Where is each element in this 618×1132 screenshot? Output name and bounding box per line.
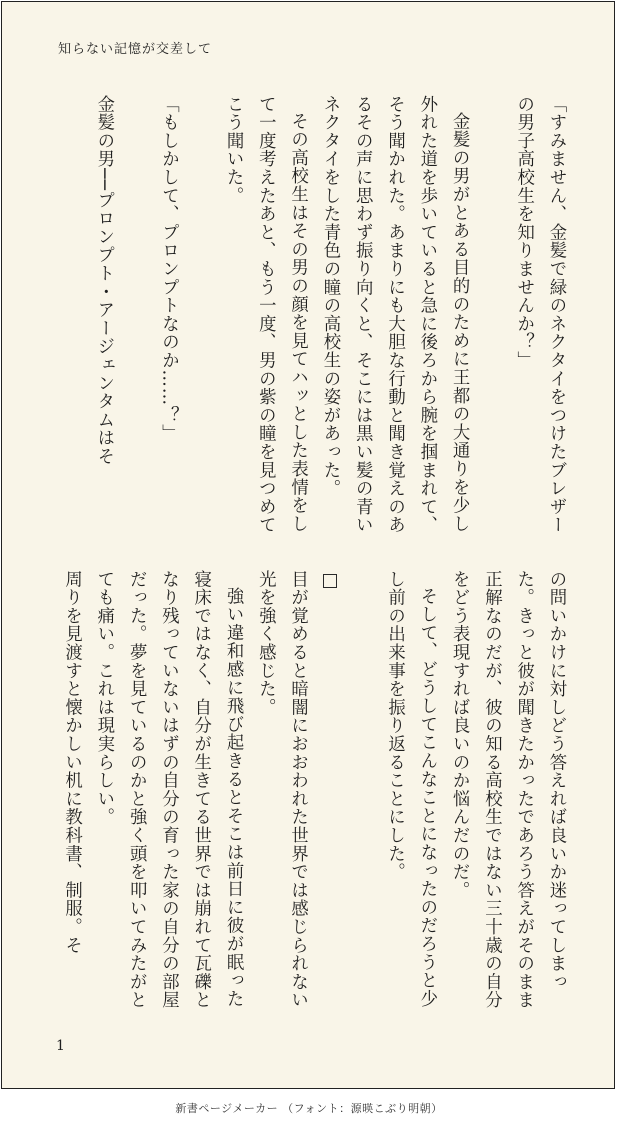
section-break-square-icon — [314, 570, 346, 1010]
page-number: 1 — [56, 1038, 65, 1054]
blank-line — [475, 95, 507, 535]
paragraph: 強い違和感に飛び起きるとそこは前日に彼が眠った寝床ではなく、自分が生きてる世界では崩れて瓦礫となり残っていないはずの自分の育った家の自分の部屋だった。夢を見ているのかと強く頭を叩いてみたがとても痛い。これは現実らしい。 — [93, 570, 244, 1010]
paragraph: 「すみません、金髪で緑のネクタイをつけたブレザーの男子高校生を知りませんか？」 — [513, 95, 566, 535]
paragraph: 目が覚めると暗闇におおわれた世界では感じられない光を強く感じた。 — [255, 570, 308, 1010]
blank-line — [184, 95, 216, 535]
paragraph: その高校生はその男の顔を見てハッとした表情をして一度考えたあと、もう一度、男の紫の瞳を見つめてこう聞いた。 — [223, 95, 308, 535]
running-title: 知らない記憶が交差して — [58, 42, 213, 57]
paragraph: 周りを見渡すと懐かしい机に教科書、制服。そ — [61, 570, 82, 955]
paragraph: 金髪の男──プロンプト・アージェンタムはそ — [93, 95, 114, 466]
paragraph: そして、どうしてこんなことになったのだろうと少し前の出来事を振り返ることにした。 — [384, 570, 437, 1009]
footer-credit: 新書ページメーカー （フォント：源暎こぶり明朝） — [175, 1102, 443, 1115]
book-page — [1, 1, 615, 1089]
blank-line — [346, 570, 378, 1010]
blank-line — [120, 95, 152, 535]
paragraph: 「もしかして、プロンプトなのか……？」 — [158, 95, 179, 443]
lower-text-block — [42, 570, 572, 1010]
paragraph: 金髪の男がとある目的のために王都の大通りを少し外れた道を歩いていると急に後ろから腕を掴まれて、そう聞かれた。あまりにも大胆な行動と聞き覚えのあるその声に思わず振り向くと、そこには黒い髪の青いネクタイをした青色の瞳の高校生の姿があった。 — [319, 95, 470, 535]
paragraph: の問いかけに対しどう答えれば良いか迷ってしまった。きっと彼が聞きたかったであろう答えがそのまま正解なのだが、彼の知る高校生ではない三十歳の自分をどう表現すれば良いのか悩んだのだ。 — [449, 570, 566, 1010]
upper-text-block — [42, 95, 572, 535]
